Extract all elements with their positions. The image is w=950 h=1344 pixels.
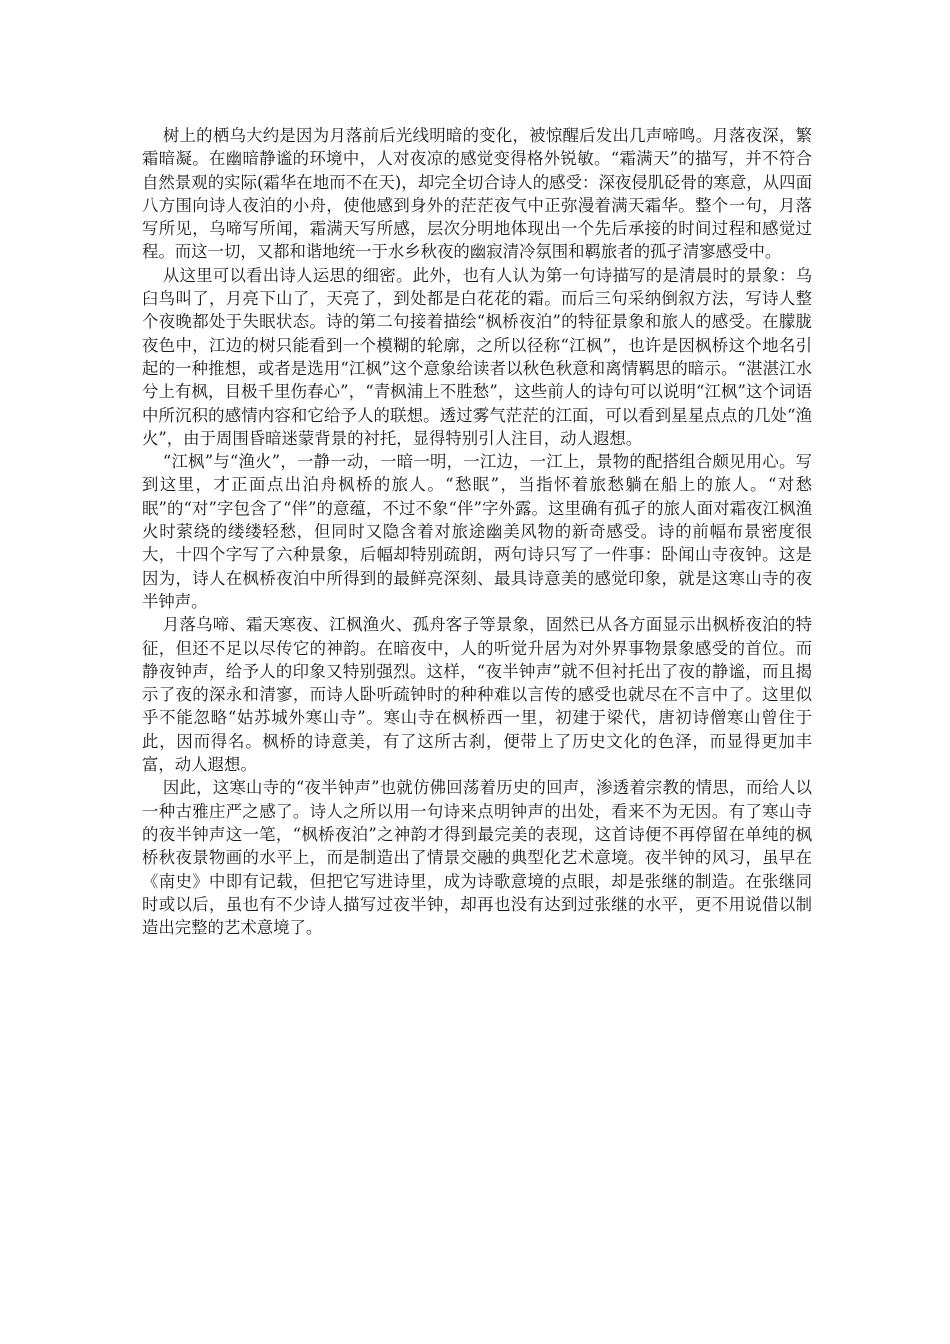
paragraph-1: 树上的栖乌大约是因为月落前后光线明暗的变化，被惊醒后发出几声啼鸣。月落夜深，繁霜暗凝。在幽暗静谧的环境中，人对夜凉的感觉变得格外锐敏。“霜满天”的描写，并不符合自然景观的实际(霜华在地而不在天)，却完全切合诗人的感受：深夜侵肌砭骨的寒意，从四面八方围向诗人夜泊的小舟，使他感到身外的茫茫夜气中正弥漫着满天霜华。整个一句，月落写所见，乌啼写所闻，霜满天写所感，层次分明地体现出一个先后承接的时间过程和感觉过程。而这一切，又都和谐地统一于水乡秋夜的幽寂清冷氛围和羁旅者的孤孑清寥感受中。 bbox=[142, 126, 812, 262]
document-body bbox=[142, 124, 812, 939]
paragraph-3: “江枫”与“渔火”，一静一动，一暗一明，一江边，一江上，景物的配搭组合颇见用心。写到这里，才正面点出泊舟枫桥的旅人。“愁眠”，当指怀着旅愁躺在船上的旅人。“对愁眠”的“对”字包含了“伴”的意蕴，不过不象“伴”字外露。这里确有孤孑的旅人面对霜夜江枫渔火时萦绕的缕缕轻愁，但同时又隐含着对旅途幽美风物的新奇感受。诗的前幅布景密度很大，十四个字写了六种景象，后幅却特别疏朗，两句诗只写了一件事：卧闻山寺夜钟。这是因为，诗人在枫桥夜泊中所得到的最鲜亮深刻、最具诗意美的感觉印象，就是这寒山寺的夜半钟声。 bbox=[142, 452, 812, 611]
paragraph-5: 因此，这寒山寺的“夜半钟声”也就仿佛回荡着历史的回声，渗透着宗教的情思，而给人以一种古雅庄严之感了。诗人之所以用一句诗来点明钟声的出处，看来不为无因。有了寒山寺的夜半钟声这一笔，“枫桥夜泊”之神韵才得到最完美的表现，这首诗便不再停留在单纯的枫桥秋夜景物画的水平上，而是制造出了情景交融的典型化艺术意境。夜半钟的风习，虽早在《南史》中即有记载，但把它写进诗里，成为诗歌意境的点眼，却是张继的制造。在张继同时或以后，虽也有不少诗人描写过夜半钟，却再也没有达到过张继的水平，更不用说借以制造出完整的艺术意境了。 bbox=[142, 778, 812, 938]
paragraph-2: 从这里可以看出诗人运思的细密。此外，也有人认为第一句诗描写的是清晨时的景象：乌臼鸟叫了，月亮下山了，天亮了，到处都是白花花的霜。而后三句采纳倒叙方法，写诗人整个夜晚都处于失眠状态。诗的第二句接着描绘“枫桥夜泊”的特征景象和旅人的感受。在朦胧夜色中，江边的树只能看到一个模糊的轮廓，之所以径称“江枫”，也许是因枫桥这个地名引起的一种推想，或者是选用“江枫”这个意象给读者以秋色秋意和离情羁思的暗示。“湛湛江水兮上有枫，目极千里伤春心”，“青枫浦上不胜愁”，这些前人的诗句可以说明“江枫”这个词语中所沉积的感情内容和它给予人的联想。透过雾气茫茫的江面，可以看到星星点点的几处“渔火”，由于周围昏暗迷蒙背景的衬托，显得特别引人注目，动人遐想。 bbox=[142, 265, 812, 448]
paragraph-4: 月落乌啼、霜天寒夜、江枫渔火、孤舟客子等景象，固然已从各方面显示出枫桥夜泊的特征，但还不足以尽传它的神韵。在暗夜中，人的听觉升居为对外界事物景象感受的首位。而静夜钟声，给予人的印象又特别强烈。这样，“夜半钟声”就不但衬托出了夜的静谧，而且揭示了夜的深永和清寥，而诗人卧听疏钟时的种种难以言传的感受也就尽在不言中了。这里似乎不能忽略“姑苏城外寒山寺”。寒山寺在枫桥西一里，初建于梁代，唐初诗僧寒山曾住于此，因而得名。枫桥的诗意美，有了这所古刹，便带上了历史文化的色泽，而显得更加丰富，动人遐想。 bbox=[142, 615, 812, 775]
